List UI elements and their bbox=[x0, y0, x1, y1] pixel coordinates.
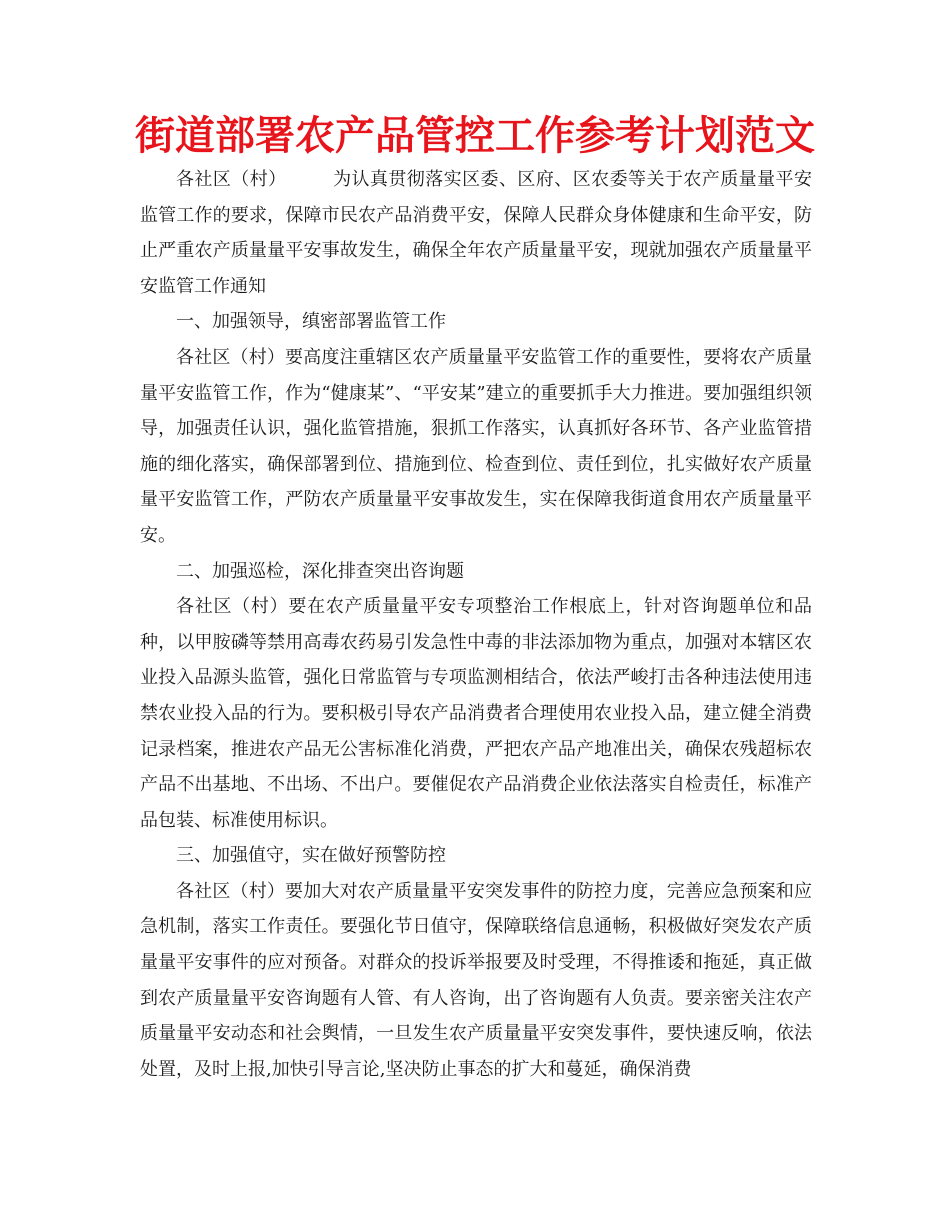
document-title: 街道部署农产品管控工作参考计划范文 bbox=[135, 113, 815, 159]
section-heading-3: 三、加强值守，实在做好预警防控 bbox=[176, 845, 446, 867]
document-body bbox=[140, 162, 812, 1087]
section-paragraph-1: 各社区（村）要高度注重辖区农产质量量平安监管工作的重要性，要将农产质量量平安监管工作，作为“健康某”、“平安某”建立的重要抓手大力推进。要加强组织领导，加强责任认识，强化监管措施，狠抓工作落实，认真抓好各环节、各产业监管措施的细化落实，确保部署到位、措施到位、检查到位、责任到位，扎实做好农产质量量平安监管工作，严防农产质量量平安事故发生，实在保障我街道食用农产质量量平安。 bbox=[140, 346, 812, 546]
section-heading-2: 二、加强巡检，深化排查突出咨询题 bbox=[176, 560, 464, 582]
section-heading-1: 一、加强领导，缜密部署监管工作 bbox=[176, 311, 446, 333]
addressee: 各社区（村） bbox=[176, 169, 287, 190]
section-paragraph-2: 各社区（村）要在农产质量量平安专项整治工作根底上，针对咨询题单位和品种，以甲胺磷等禁用高毒农药易引发急性中毒的非法添加物为重点，加强对本辖区农业投入品源头监管，强化日常监管与专项监测相结合，依法严峻打击各种违法使用违禁农业投入品的行为。要积极引导农产品消费者合理使用农业投入品，建立健全消费记录档案，推进农产品无公害标准化消费，严把农产品产地准出关，确保农残超标农产品不出基地、不出场、不出户。要催促农产品消费企业依法落实自检责任，标准产品包装、标准使用标识。 bbox=[140, 596, 812, 831]
section-paragraph-3: 各社区（村）要加大对农产质量量平安突发事件的防控力度，完善应急预案和应急机制，落实工作责任。要强化节日值守，保障联络信息通畅，积极做好突发农产质量量平安事件的应对预备。对群众的投诉举报要及时受理，不得推诿和拖延，真正做到农产质量量平安咨询题有人管、有人咨询，出了咨询题有人负责。要亲密关注农产质量量平安动态和社会舆情，一旦发生农产质量量平安突发事件，要快速反响，依法处置，及时上报,加快引导言论,坚决防止事态的扩大和蔓延，确保消费 bbox=[140, 880, 812, 1080]
intro-text: 为认真贯彻落实区委、区府、区农委等关于农产质量量平安监管工作的要求，保障市民农产品消费平安，保障人民群众身体健康和生命平安，防止严重农产质量量平安事故发生，确保全年农产质量量平安，现就加强农产质量量平安监管工作通知 bbox=[140, 169, 812, 297]
intro-paragraph bbox=[140, 162, 812, 304]
